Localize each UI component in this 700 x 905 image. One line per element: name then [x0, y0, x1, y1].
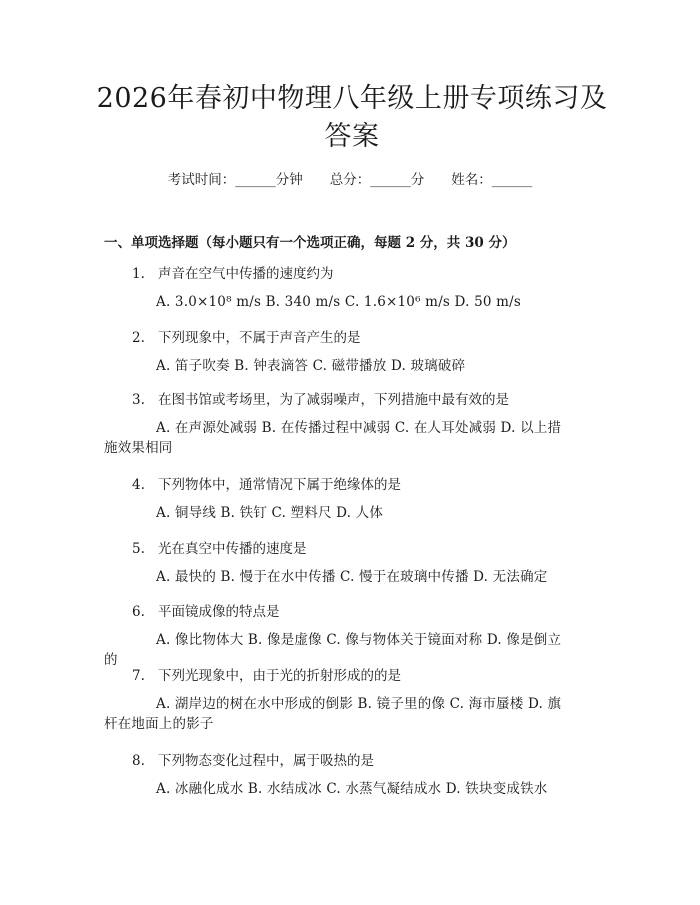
question-number: 4. [132, 477, 145, 493]
question-text: 下列现象中，不属于声音产生的是 [158, 330, 361, 346]
section-heading: 一、单项选择题（每小题只有一个选项正确，每题 2 分，共 30 分） [104, 235, 516, 251]
question-text: 在图书馆或考场里，为了减弱噪声，下列措施中最有效的是 [158, 392, 509, 408]
question-options: A. 笛子吹奏 B. 钟表滴答 C. 磁带播放 D. 玻璃破碎 [156, 358, 466, 374]
question-stem [132, 473, 401, 493]
question-options: A. 在声源处减弱 B. 在传播过程中减弱 C. 在人耳处减弱 D. 以上措施效果相同 [104, 420, 562, 456]
question-text: 平面镜成像的特点是 [158, 604, 280, 620]
question-stem [132, 537, 307, 557]
question-stem [132, 388, 509, 408]
question-stem [132, 326, 361, 346]
question-number: 5. [132, 541, 145, 557]
question-options: A. 最快的 B. 慢于在水中传播 C. 慢于在玻璃中传播 D. 无法确定 [156, 569, 548, 585]
question-number: 8. [132, 753, 145, 769]
question-number: 1. [132, 266, 145, 282]
question-text: 下列物态变化过程中，属于吸热的是 [158, 753, 374, 769]
question-options: A. 冰融化成水 B. 水结成冰 C. 水蒸气凝结成水 D. 铁块变成铁水 [156, 781, 548, 797]
question-stem [132, 262, 334, 282]
page-title: 2026年春初中物理八年级上册专项练习及答案 [96, 83, 608, 152]
question-text: 声音在空气中传播的速度约为 [158, 266, 334, 282]
question-text: 下列光现象中，由于光的折射形成的的是 [158, 668, 401, 684]
question-options: A. 湖岸边的树在水中形成的倒影 B. 镜子里的像 C. 海市蜃楼 D. 旗杆在地面上的影子 [104, 696, 562, 732]
question-stem [132, 600, 280, 620]
question-stem [132, 664, 401, 684]
question-options: A. 像比物体大 B. 像是虚像 C. 像与物体关于镜面对称 D. 像是倒立的 [104, 632, 562, 668]
question-text: 下列物体中，通常情况下属于绝缘体的是 [158, 477, 401, 493]
question-text: 光在真空中传播的速度是 [158, 541, 307, 557]
question-number: 6. [132, 604, 145, 620]
question-number: 2. [132, 330, 145, 346]
question-options: A. 3.0×10⁸ m/s B. 340 m/s C. 1.6×10⁶ m/s D. 50 m/s [156, 294, 522, 310]
question-stem [132, 749, 374, 769]
exam-info-line: 考试时间：______分钟 总分：______分 姓名：______ [167, 172, 533, 188]
question-number: 7. [132, 668, 145, 684]
question-number: 3. [132, 392, 145, 408]
question-options: A. 铜导线 B. 铁钉 C. 塑料尺 D. 人体 [156, 505, 384, 521]
